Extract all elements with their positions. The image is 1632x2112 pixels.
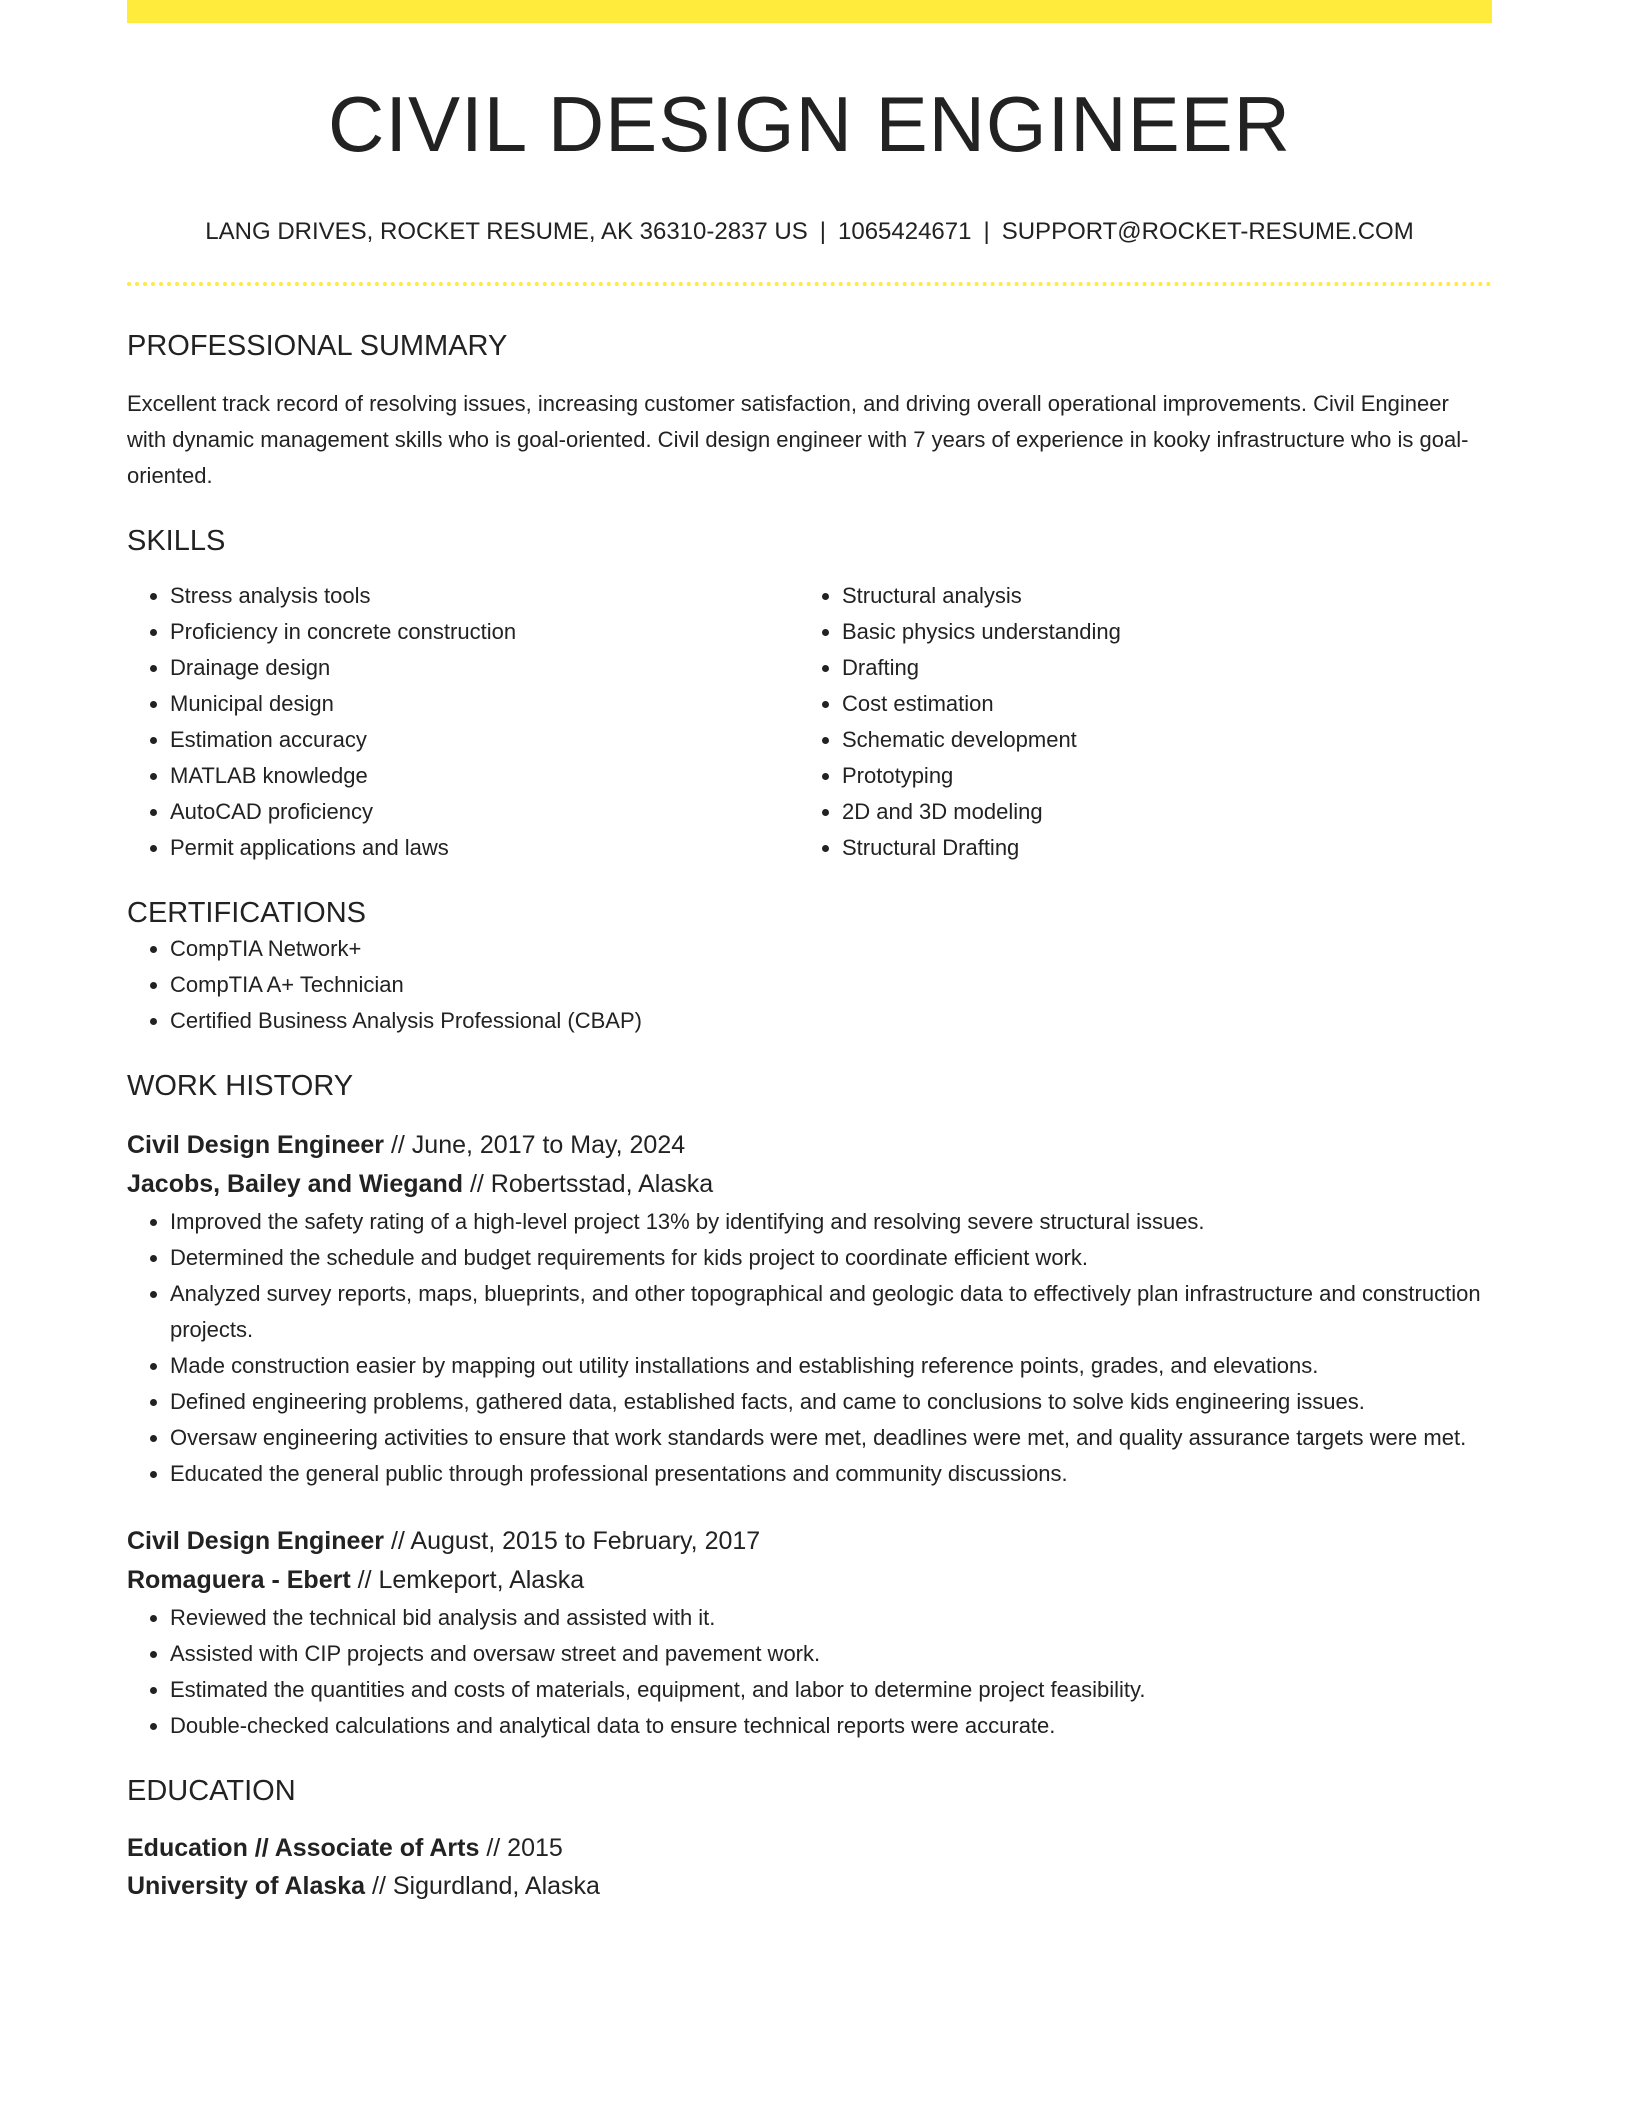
certification-item: • Certified Business Analysis Professional (CBAP): [170, 1003, 1492, 1039]
job-location: // Robertsstad, Alaska: [463, 1169, 714, 1198]
resume-page: [127, 0, 1492, 1905]
skill-item: • Structural analysis: [842, 578, 1471, 614]
summary-heading: PROFESSIONAL SUMMARY: [127, 329, 508, 362]
skill-item: • Schematic development: [842, 722, 1471, 758]
skill-item: • AutoCAD proficiency: [170, 794, 799, 830]
job-dates: // August, 2015 to February, 2017: [384, 1526, 761, 1555]
skill-item: • Stress analysis tools: [170, 578, 799, 614]
job-bullet: • Estimated the quantities and costs of materials, equipment, and labor to determine project feasibility.: [170, 1672, 1492, 1708]
skill-item: • Drafting: [842, 650, 1471, 686]
education-school: University of Alaska: [127, 1871, 366, 1900]
job-company: Romaguera - Ebert: [127, 1565, 351, 1594]
job-bullet: • Reviewed the technical bid analysis and assisted with it.: [170, 1600, 1492, 1636]
skill-item: • Drainage design: [170, 650, 799, 686]
work-history-heading: WORK HISTORY: [127, 1070, 354, 1103]
job-company: Jacobs, Bailey and Wiegand: [127, 1169, 463, 1198]
job-role: Civil Design Engineer: [127, 1526, 385, 1555]
job-role: Civil Design Engineer: [127, 1130, 385, 1159]
skills-column-left: [127, 578, 799, 866]
education-degree: Education // Associate of Arts: [127, 1833, 480, 1862]
skill-item: • Basic physics understanding: [842, 614, 1471, 650]
skill-item: • Permit applications and laws: [170, 830, 799, 866]
certifications-list: [127, 931, 1492, 1039]
education-school-line: [127, 1867, 1492, 1905]
skill-item: • Prototyping: [842, 758, 1471, 794]
skill-item: • Structural Drafting: [842, 830, 1471, 866]
skill-item: • Cost estimation: [842, 686, 1471, 722]
job-company-line: [127, 1165, 1492, 1204]
certification-item: • CompTIA A+ Technician: [170, 967, 1492, 1003]
education-degree-line: [127, 1829, 1492, 1867]
job-header: [127, 1522, 1492, 1600]
job-bullet: • Educated the general public through professional presentations and community discussions.: [170, 1456, 1492, 1492]
job-dates: // June, 2017 to May, 2024: [384, 1130, 686, 1159]
job-bullet: • Oversaw engineering activities to ensure that work standards were met, deadlines were met, and quality assurance targets were met.: [170, 1420, 1492, 1456]
job-title-line: [127, 1522, 1492, 1561]
skill-item: • 2D and 3D modeling: [842, 794, 1471, 830]
skill-item: • Municipal design: [170, 686, 799, 722]
resume-name-heading: CIVIL DESIGN ENGINEER: [328, 80, 1291, 168]
certification-item: • CompTIA Network+: [170, 931, 1492, 967]
certifications-heading: CERTIFICATIONS: [127, 897, 366, 930]
skills-grid: [127, 578, 1492, 866]
education-year: // 2015: [479, 1833, 563, 1862]
skill-item: • MATLAB knowledge: [170, 758, 799, 794]
job-header: [127, 1126, 1492, 1204]
job-bullets: [127, 1204, 1492, 1492]
skill-item: • Proficiency in concrete construction: [170, 614, 799, 650]
job-bullet: • Analyzed survey reports, maps, blueprints, and other topographical and geologic data to effectively plan infrastructure and construction projects.: [170, 1276, 1492, 1348]
dotted-divider: [127, 282, 1492, 286]
accent-top-bar: [127, 0, 1492, 23]
job-bullets: [127, 1600, 1492, 1744]
skills-list-right: [799, 578, 1471, 866]
contact-separator: |: [983, 217, 990, 245]
job-company-line: [127, 1561, 1492, 1600]
education-entry: [127, 1829, 1492, 1905]
contact-address: LANG DRIVES, ROCKET RESUME, AK 36310-2837 US: [205, 217, 808, 245]
job-bullet: • Determined the schedule and budget requirements for kids project to coordinate efficient work.: [170, 1240, 1492, 1276]
job-bullet: • Defined engineering problems, gathered data, established facts, and came to conclusions to solve kids engineering issues.: [170, 1384, 1492, 1420]
contact-email: SUPPORT@ROCKET-RESUME.COM: [1001, 217, 1414, 245]
job-bullet: • Made construction easier by mapping out utility installations and establishing reference points, grades, and elevations.: [170, 1348, 1492, 1384]
contact-separator: |: [819, 217, 826, 245]
contact-line: [127, 216, 1492, 247]
job-location: // Lemkeport, Alaska: [350, 1565, 585, 1594]
education-location: // Sigurdland, Alaska: [365, 1871, 600, 1900]
contact-phone: 1065424671: [838, 217, 972, 245]
skills-list-left: [127, 578, 799, 866]
job-bullet: • Double-checked calculations and analytical data to ensure technical reports were accurate.: [170, 1708, 1492, 1744]
education-heading: EDUCATION: [127, 1774, 296, 1807]
skill-item: • Estimation accuracy: [170, 722, 799, 758]
skills-heading: SKILLS: [127, 524, 226, 557]
job-bullet: • Improved the safety rating of a high-level project 13% by identifying and resolving severe structural issues.: [170, 1204, 1492, 1240]
skills-column-right: [799, 578, 1471, 866]
job-title-line: [127, 1126, 1492, 1165]
job-bullet: • Assisted with CIP projects and oversaw street and pavement work.: [170, 1636, 1492, 1672]
summary-text: Excellent track record of resolving issues, increasing customer satisfaction, and driving overall operational improvements. Civil Engineer with dynamic management skills who is goal-oriented. Civil design engineer with 7 years of experience in kooky infrastructure who is goal-oriented.: [127, 390, 1469, 488]
